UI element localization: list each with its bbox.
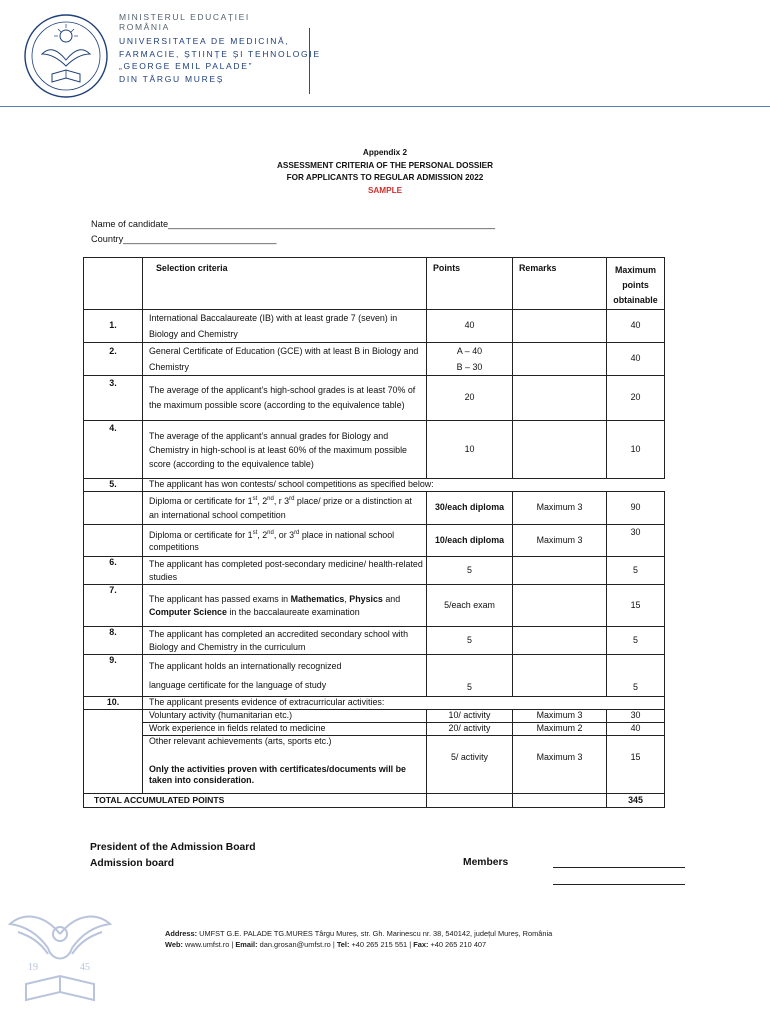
candidate-fields [91,217,495,247]
document-title [0,147,770,197]
admission-board-label: Admission board [90,858,175,869]
table-row: Voluntary activity (humanitarian etc.) 10/ activity Maximum 3 30 [84,710,665,723]
table-row: 4. The average of the applicant’s annual grades for Biology and Chemistry in high-school is at least 60% of the maximum possible score (according to the equivalence table) 10 10 [84,421,665,479]
ministry-name: MINISTERUL EDUCAȚIEI ROMÂNIA [119,12,250,32]
table-row: Other relevant achievements (arts, sports etc.) Only the activities proven with certificates/documents will be taken into consideration. 5/ activity Maximum 3 15 [84,736,665,794]
signature-line [553,867,685,868]
table-row: 6. The applicant has completed post-secondary medicine/ health-related studies 5 5 [84,557,665,585]
header-criteria: Selection criteria [143,258,427,310]
appendix-label: Appendix 2 [362,148,408,157]
candidate-country-field: Country______________________________ [91,234,277,244]
footer-address: Address: UMFST G.E. PALADE TG.MURES Târgu Mureș, str. Gh. Marinescu nr. 38, 540142, județul Mureș, România [165,929,553,938]
footer-web: Web: www.umfst.ro | Email: dan.grosan@umfst.ro | Tel: +40 265 215 551 | Fax: +40 265 210 407 [165,940,487,949]
header-remarks: Remarks [513,258,607,310]
logo-year-left: 19 [28,962,38,973]
table-row: 10. The applicant presents evidence of extracurricular activities: [84,697,665,710]
table-row: 9. The applicant holds an internationally recognized language certificate for the language of study 5 5 [84,655,665,697]
table-row: Diploma or certificate for 1st, 2nd, r 3rd place/ prize or a distinction at an international school competition 30/each diploma Maximum 3 90 [84,492,665,525]
members-label: Members [463,857,509,868]
university-seal [22,8,110,102]
table-row: 2. General Certificate of Education (GCE) with at least B in Biology and Chemistry A – 40 B – 30 40 [84,343,665,376]
total-value: 345 [607,794,665,808]
criteria-table [83,257,665,808]
table-row: 8. The applicant has completed an accredited secondary school with Biology and Chemistry in the curriculum 5 5 [84,627,665,655]
header-divider [0,106,770,107]
total-row: TOTAL ACCUMULATED POINTS 345 [84,794,665,808]
table-row: 5. The applicant has won contests/ school competitions as specified below: [84,479,665,492]
table-row: Diploma or certificate for 1st, 2nd, or 3rd place in national school competitions 10/each diploma Maximum 3 30 [84,525,665,557]
signature-block [90,840,256,872]
sample-label: SAMPLE [367,185,403,195]
title-line: FOR APPLICANTS TO REGULAR ADMISSION 2022 [286,173,484,182]
header-max: Maximum points obtainable [607,258,665,310]
candidate-name-field: Name of candidate________________________________________________________________ [91,219,496,229]
table-row: 3. The average of the applicant’s high-school grades is at least 70% of the maximum possible score (according to the equivalence table) 20 20 [84,376,665,421]
table-header-row [84,258,665,310]
president-label: President of the Admission Board [90,842,256,853]
footer-contact [165,928,552,950]
table-row: 1. International Baccalaureate (IB) with at least grade 7 (seven) in Biology and Chemistry 40 40 [84,310,665,343]
university-name: UNIVERSITATEA DE MEDICINĂ, FARMACIE, ȘTIINȚE ȘI TEHNOLOGIE „GEORGE EMIL PALADE” DIN TÂRGU MUREȘ [119,36,321,84]
title-line: ASSESSMENT CRITERIA OF THE PERSONAL DOSSIER [276,160,494,170]
eagle-watermark [4,904,116,1014]
signature-line [553,884,685,885]
header-points: Points [427,258,513,310]
table-row: Work experience in fields related to medicine 20/ activity Maximum 2 40 [84,723,665,736]
table-row: 7. The applicant has passed exams in Mathematics, Physics and Computer Science in the baccalaureate examination 5/each exam 15 [84,585,665,627]
logo-year-right: 45 [80,962,90,973]
